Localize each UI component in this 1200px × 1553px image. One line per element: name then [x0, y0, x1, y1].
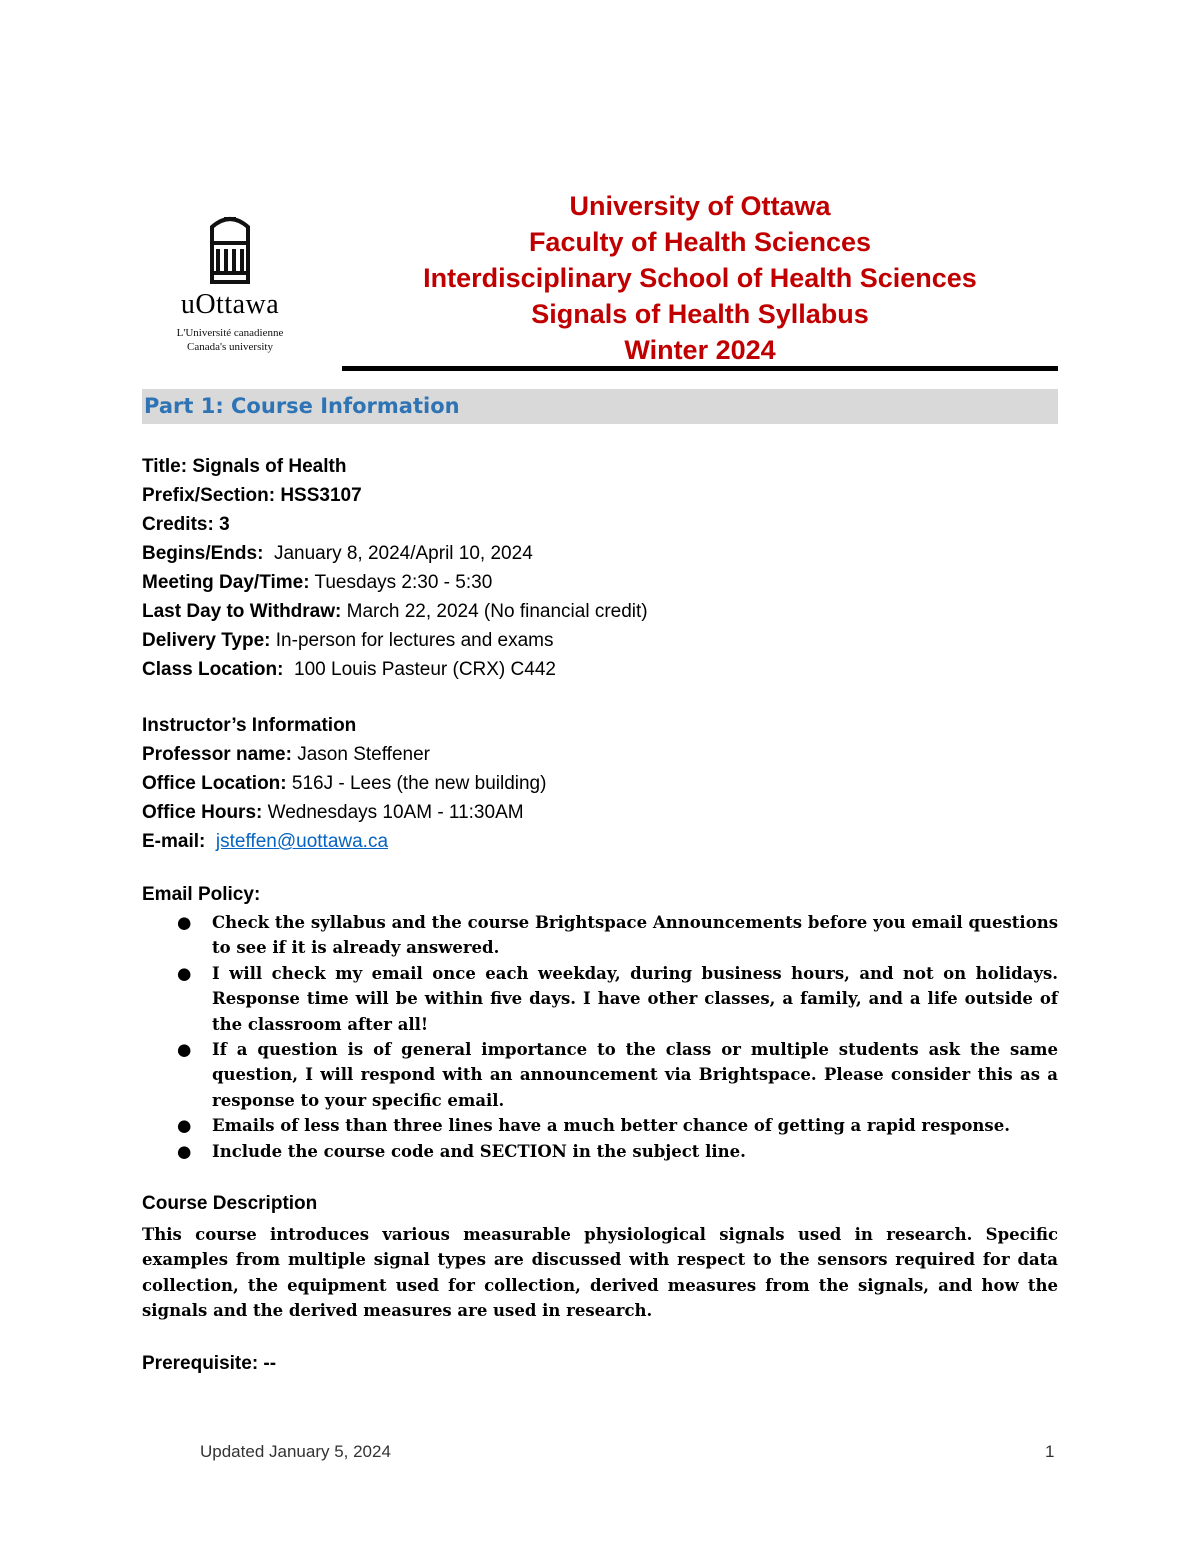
header-course-title: Signals of Health Syllabus [531, 299, 869, 329]
footer-updated: Updated January 5, 2024 [200, 1442, 391, 1461]
list-item: ● Emails of less than three lines have a much better chance of getting a rapid response. [175, 1113, 1058, 1138]
info-meeting-row: Meeting Day/Time: Tuesdays 2:30 - 5:30 [142, 572, 493, 593]
email-link[interactable]: jsteffen@uottawa.ca [215, 831, 389, 852]
info-location-row: Class Location: 100 Louis Pasteur (CRX) C442 [142, 659, 556, 680]
instructor-hours-row: Office Hours: Wednesdays 10AM - 11:30AM [142, 802, 524, 823]
logo-tagline-fr: L'Université canadienne [176, 327, 284, 339]
email-policy-list [175, 910, 1058, 1164]
document-header [342, 188, 1058, 368]
logo-wordmark: uOttawa [180, 289, 280, 320]
instructor-name-row: Professor name: Jason Steffener [142, 744, 430, 765]
info-title-row: Title: Signals of Health [142, 456, 347, 477]
bullet-icon: ● [177, 913, 192, 932]
header-school: Interdisciplinary School of Health Sciences [423, 263, 977, 293]
info-prefix-row: Prefix/Section: HSS3107 [142, 485, 362, 506]
header-faculty: Faculty of Health Sciences [528, 227, 872, 257]
header-term: Winter 2024 [624, 335, 776, 365]
bullet-icon: ● [177, 1141, 192, 1161]
bullet-icon: ● [177, 1040, 192, 1060]
info-credits-row: Credits: 3 [142, 514, 230, 535]
header-university: University of Ottawa [569, 191, 831, 221]
list-item: ● I will check my email once each weekday, during business hours, and not on holidays. Response time will be within five days. I have other classes, a family, and a life outside of the classroom after all! [175, 961, 1058, 1037]
instructor-office-row: Office Location: 516J - Lees (the new building) [142, 773, 547, 794]
list-item: ● If a question is of general importance to the class or multiple students ask the same question, I will respond with an announcement via Brightspace. Please consider this as a response to your specific email. [175, 1037, 1058, 1113]
bullet-icon: ● [177, 963, 192, 983]
page-number: 1 [1045, 1442, 1055, 1461]
list-item: ● Include the course code and SECTION in the subject line. [175, 1139, 1058, 1164]
course-description-text: This course introduces various measurable physiological signals used in research. Specific examples from multiple signal types are discussed with respect to the sensors required for data collection, the equipment used for collection, derived measures from the signals, and how the signals and the derived measures are used in research. [142, 1225, 1058, 1321]
info-delivery-row: Delivery Type: In-person for lectures and exams [142, 630, 554, 651]
info-withdraw-row: Last Day to Withdraw: March 22, 2024 (No financial credit) [142, 601, 648, 622]
university-building-icon [150, 207, 310, 287]
section-heading: Part 1: Course Information [142, 389, 1058, 424]
email-policy-heading: Email Policy: [142, 884, 261, 905]
course-info [142, 452, 1058, 856]
list-item: ● Check the syllabus and the course Brightspace Announcements before you email questions to see if it is already answered. [175, 910, 1058, 961]
header-divider [342, 366, 1058, 371]
bullet-icon: ● [177, 1116, 192, 1136]
logo-tagline-en: Canada's university [187, 341, 273, 353]
course-description-heading: Course Description [142, 1193, 318, 1214]
instructor-heading: Instructor’s Information [142, 715, 357, 736]
instructor-email-row: E-mail: jsteffen@uottawa.ca [142, 831, 389, 852]
info-dates-row: Begins/Ends: January 8, 2024/April 10, 2024 [142, 543, 533, 564]
uottawa-logo [150, 207, 320, 353]
prerequisite: Prerequisite: -- [142, 1353, 277, 1374]
